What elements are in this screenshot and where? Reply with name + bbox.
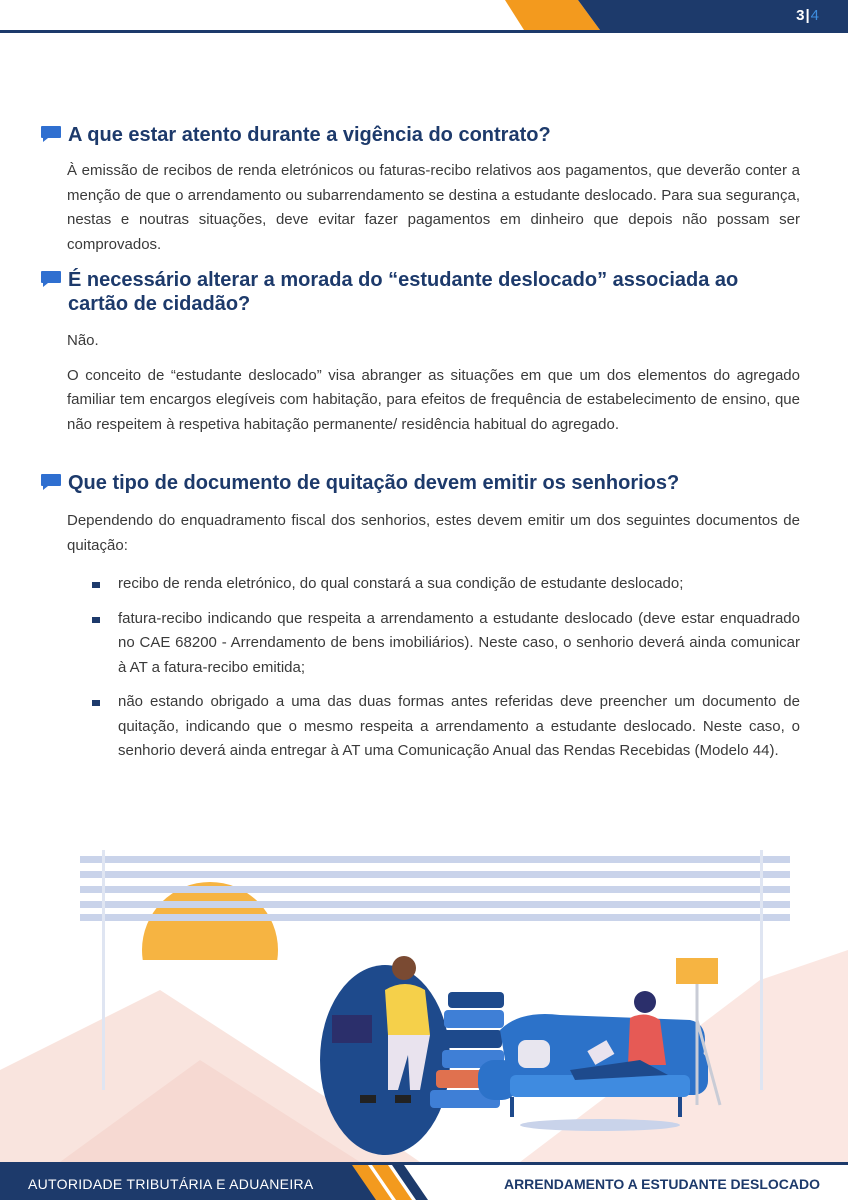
speech-bubble-icon	[40, 473, 62, 491]
page-current: 3	[796, 7, 806, 24]
section-heading	[40, 123, 800, 147]
section-heading	[40, 471, 800, 495]
bullet-square-icon	[92, 700, 100, 706]
speech-bubble-icon	[40, 125, 62, 143]
paragraph: O conceito de “estudante deslocado” visa abranger as situações em que um dos elementos do agregado familiar tem encargos elegíveis com habitação, para efeitos de frequência de estabelecimento de ensino, que não respeitem à respetiva habitação permanente/ residência habitual do agregado.	[67, 366, 800, 433]
page-total: 4	[810, 7, 820, 24]
list-item	[118, 690, 800, 764]
bullet-list	[118, 572, 800, 764]
paragraph: Dependendo do enquadramento fiscal dos senhorios, estes devem emitir um dos seguintes documentos de quitação:	[67, 512, 800, 554]
footer-organization: AUTORIDADE TRIBUTÁRIA E ADUANEIRA	[28, 1176, 314, 1192]
header-band	[0, 0, 848, 34]
section-contract-attention	[40, 123, 800, 257]
paragraph: À emissão de recibos de renda eletrónicos ou faturas-recibo relativos aos pagamentos, que deverão conter a menção de que o arrendamento ou subarrendamento se destina a estudante deslocado. Para sua segurança, nestas e noutras situações, deve evitar fazer pagamentos em dinheiro que depois não possam ser comprovados.	[67, 162, 800, 253]
list-item-text: fatura-recibo indicando que respeita a arrendamento a estudante deslocado (deve estar enquadrado no CAE 68200 - Arrendamento de bens imobiliários). Neste caso, o senhorio deverá ainda comunicar à AT a fatura-recibo emitida;	[118, 609, 800, 676]
students-illustration	[0, 840, 848, 1162]
footer-document-title: ARRENDAMENTO A ESTUDANTE DESLOCADO	[503, 1176, 820, 1192]
header-rule	[0, 30, 848, 33]
page-separator: |	[805, 7, 811, 24]
section-title: A que estar atento durante a vigência do contrato?	[68, 124, 551, 146]
list-item-text: não estando obrigado a uma das duas formas antes referidas deve preencher um documento de quitação, indicando que o mesmo respeita a arrendamento a estudante deslocado. Neste caso, o senhorio deverá ainda entregar à AT uma Comunicação Anual das Rendas Recebidas (Modelo 44).	[118, 693, 800, 759]
section-receipt-type	[40, 471, 800, 764]
section-title: Que tipo de documento de quitação devem emitir os senhorios?	[68, 472, 680, 494]
paragraph: Não.	[67, 332, 99, 349]
section-address-change	[40, 268, 800, 437]
section-title: É necessário alterar a morada do “estudante deslocado” associada ao cartão de cidadão?	[68, 269, 739, 315]
list-item	[118, 607, 800, 681]
list-item	[118, 572, 800, 597]
section-heading	[40, 268, 800, 316]
speech-bubble-icon	[40, 270, 62, 288]
bullet-square-icon	[92, 617, 100, 623]
list-item-text: recibo de renda eletrónico, do qual constará a sua condição de estudante deslocado;	[118, 575, 684, 592]
bullet-square-icon	[92, 582, 100, 588]
page-number	[796, 7, 820, 24]
